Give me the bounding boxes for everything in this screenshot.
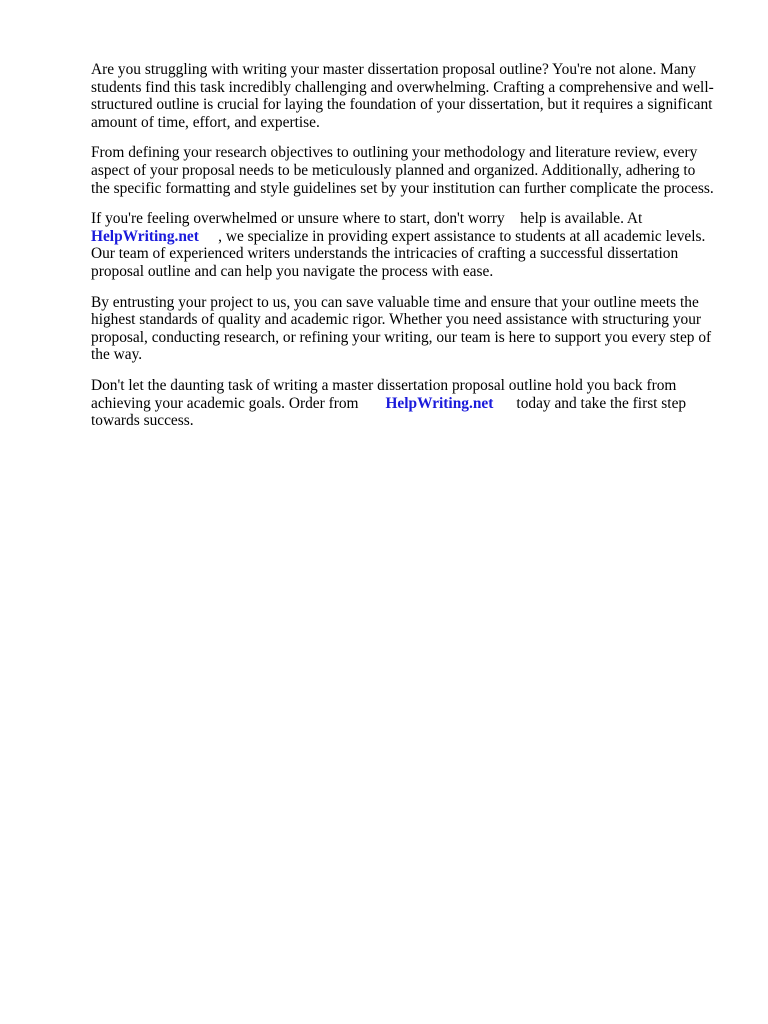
text-fragment: today and take the first step (493, 394, 687, 412)
text-line: Our team of experienced writers understands the intricacies of crafting a successful dissertation (91, 245, 679, 263)
helpwriting-link[interactable]: HelpWriting.net (91, 227, 199, 245)
text-line: By entrusting your project to us, you can save valuable time and ensure that your outline meets the (91, 293, 699, 311)
text-fragment: , we specialize in providing expert assistance to students at all academic levels. (198, 227, 706, 245)
text-fragment: achieving your academic goals. Order from (91, 394, 386, 412)
document-page (91, 61, 731, 443)
text-line: proposal, conducting research, or refining your writing, our team is here to support you every step of (91, 328, 712, 346)
text-line: highest standards of quality and academic rigor. Whether you need assistance with structuring your (91, 311, 702, 329)
text-line: From defining your research objectives to outlining your methodology and literature review, every (91, 144, 698, 162)
text-line: Are you struggling with writing your master dissertation proposal outline? You're not alone. Many (91, 61, 697, 78)
text-line (91, 395, 731, 413)
text-line: students find this task incredibly challenging and overwhelming. Crafting a comprehensive and well- (91, 78, 714, 96)
text-line: structured outline is crucial for laying the foundation of your dissertation, but it requires a significant (91, 96, 713, 114)
text-line: proposal outline and can help you navigate the process with ease. (91, 262, 494, 280)
text-line: towards success. (91, 412, 194, 430)
paragraph-benefits (91, 294, 731, 364)
text-line: Don't let the daunting task of writing a master dissertation proposal outline hold you back from (91, 376, 677, 394)
helpwriting-link[interactable]: HelpWriting.net (385, 394, 494, 412)
paragraph-process (91, 144, 731, 197)
text-line: the specific formatting and style guidelines set by your institution can further complicate the process. (91, 179, 714, 197)
text-line: the way. (91, 346, 143, 364)
paragraph-help (91, 210, 731, 280)
text-line: amount of time, effort, and expertise. (91, 113, 320, 131)
text-line: If you're feeling overwhelmed or unsure where to start, don't worry help is available. At (91, 210, 643, 228)
paragraph-call-to-action (91, 377, 731, 430)
text-line (91, 228, 731, 246)
text-line: aspect of your proposal needs to be meticulously planned and organized. Additionally, adhering to (91, 161, 696, 179)
paragraph-intro (91, 61, 731, 131)
